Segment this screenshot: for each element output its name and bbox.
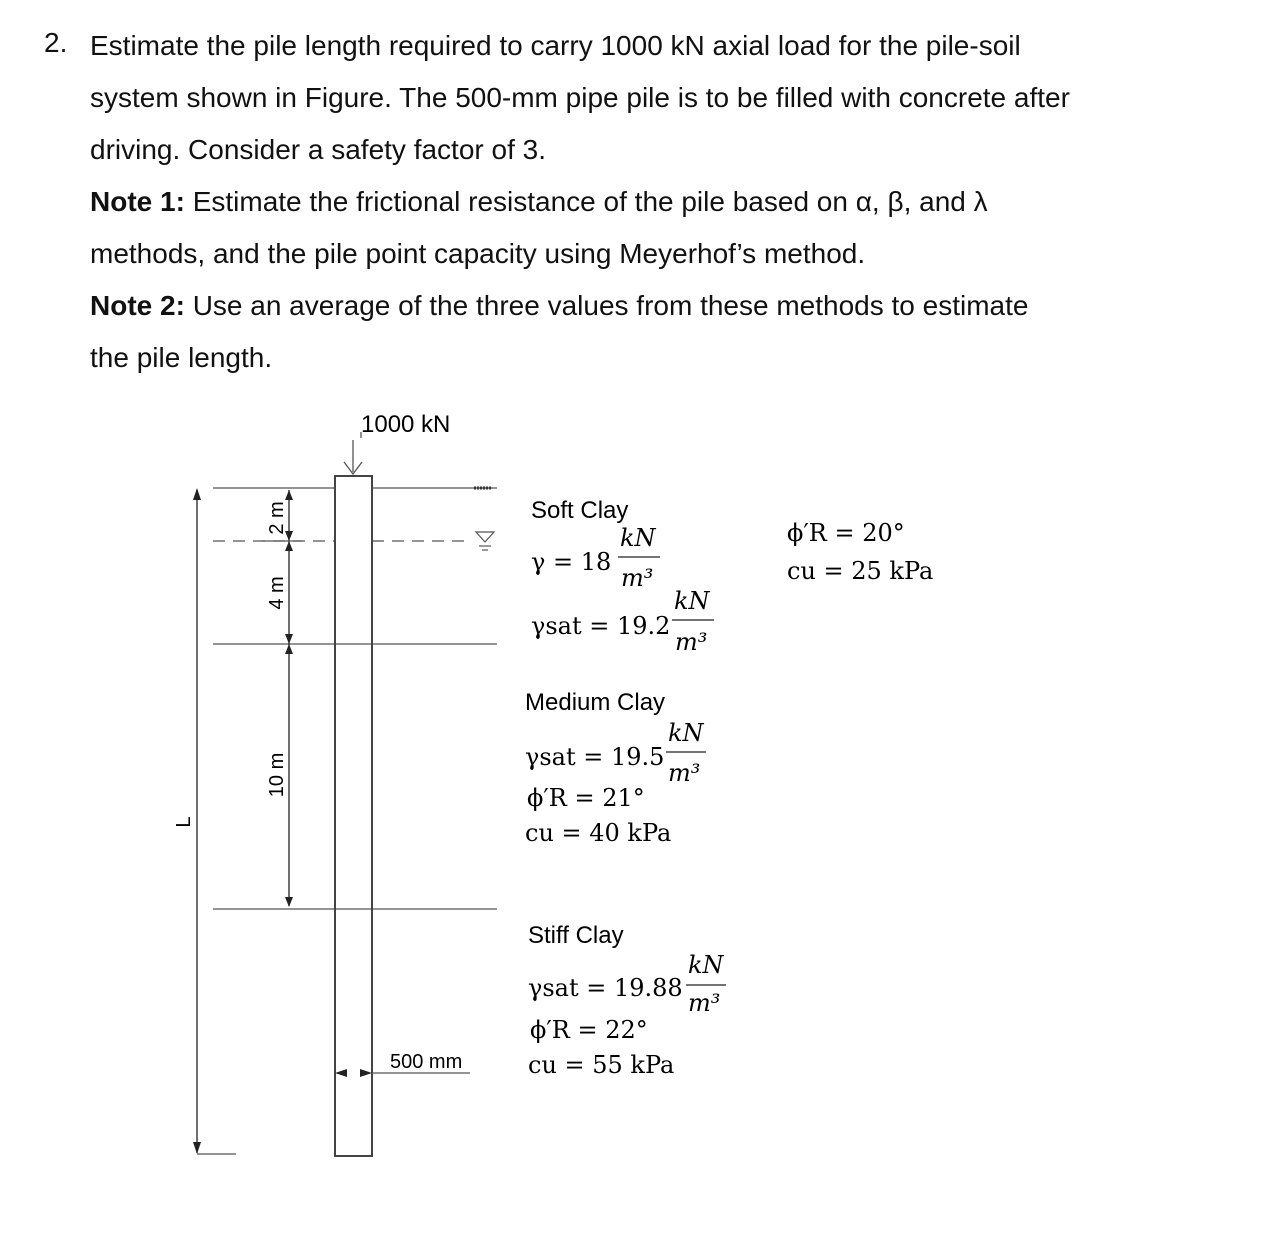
soft-clay-name: Soft Clay <box>531 497 629 524</box>
diameter-arrow-left <box>335 1069 347 1077</box>
dim-10m-top-arrow <box>285 644 293 654</box>
soft-clay-gamma-unit-num: kN <box>620 524 656 552</box>
dim-2m-top-arrow <box>285 490 293 500</box>
note-2-line-2: the pile length. <box>90 342 273 373</box>
load-label: 1000 kN <box>361 411 451 438</box>
stiff-clay-name: Stiff Clay <box>528 922 624 949</box>
note-1-line-2: methods, and the pile point capacity using Meyerhof’s method. <box>90 238 866 269</box>
soft-clay-gamma-sat-unit-den: m³ <box>675 628 708 656</box>
note-2-label: Note 2: <box>90 290 185 321</box>
soft-clay-cu: cu = 25 kPa <box>787 557 934 585</box>
soft-clay-gamma-sat-unit-num: kN <box>674 587 710 615</box>
medium-clay-cu: cu = 40 kPa <box>525 819 672 847</box>
dim-10m-bottom-arrow <box>285 897 293 907</box>
question-number: 2. <box>44 27 68 58</box>
dim-L-top-arrow <box>193 488 201 500</box>
stiff-clay-unit-num: kN <box>688 951 724 979</box>
medium-clay-phi: ϕ′R = 21° <box>527 784 645 812</box>
stiff-clay-cu: cu = 55 kPa <box>528 1051 675 1079</box>
pile-diameter-label: 500 mm <box>390 1051 463 1073</box>
soft-clay-gamma: γ = 18 <box>531 548 612 576</box>
soft-clay-gamma-unit-den: m³ <box>621 564 654 592</box>
note-2-text: Use an average of the three values from these methods to estimate <box>192 290 1029 321</box>
dim-2m-label: 2 m <box>266 501 288 535</box>
problem-line-1: Estimate the pile length required to carry 1000 kN axial load for the pile-soil <box>90 30 1021 61</box>
dim-4m-bottom-arrow <box>285 634 293 644</box>
dim-4m-top-arrow <box>285 541 293 551</box>
stiff-clay-unit-den: m³ <box>688 989 721 1017</box>
dim-L-label: L <box>173 816 195 828</box>
medium-clay-unit-num: kN <box>668 719 704 747</box>
medium-clay-unit-den: m³ <box>668 759 701 787</box>
medium-clay-name: Medium Clay <box>525 689 666 716</box>
soft-clay-gamma-sat: γsat = 19.2 <box>531 612 671 640</box>
dim-10m-label: 10 m <box>266 752 288 798</box>
soft-clay-phi: ϕ′R = 20° <box>787 519 905 547</box>
medium-clay-gamma-sat: γsat = 19.5 <box>525 743 665 771</box>
note-1-text: Estimate the frictional resistance of the pile based on α, β, and λ <box>192 186 988 217</box>
diameter-arrow-right <box>360 1069 372 1077</box>
problem-line-2: system shown in Figure. The 500-mm pipe pile is to be filled with concrete after <box>90 82 1070 113</box>
stiff-clay-gamma-sat: γsat = 19.88 <box>528 974 683 1002</box>
pile <box>335 476 372 1156</box>
stiff-clay-phi: ϕ′R = 22° <box>530 1016 648 1044</box>
note-1-label: Note 1: <box>90 186 185 217</box>
water-table-symbol <box>476 532 494 550</box>
dim-L-bottom-arrow <box>193 1142 201 1154</box>
problem-line-3: driving. Consider a safety factor of 3. <box>90 134 546 165</box>
dim-4m-label: 4 m <box>266 576 288 610</box>
